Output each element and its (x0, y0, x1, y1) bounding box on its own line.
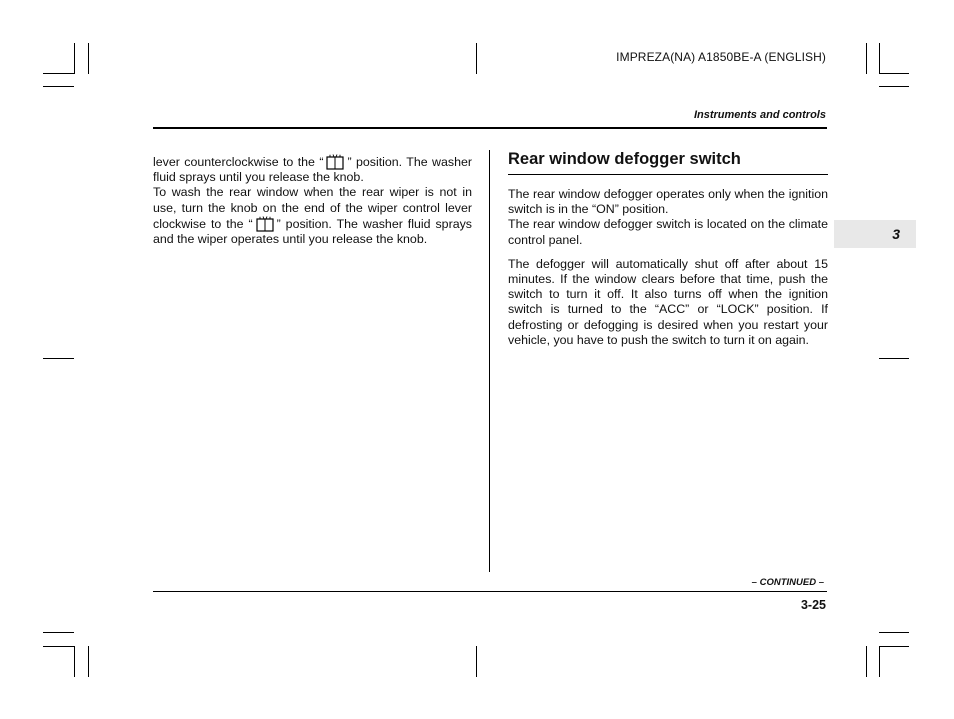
crop-mark (879, 86, 909, 87)
continued-label: – CONTINUED – (751, 577, 824, 588)
washer-paragraph: lever counterclockwise to the “ ” position. The washer fluid sprays until you release the knob. To wash the rear window when the rear wiper is not in use, turn the knob on the end of the wiper control lever clockwise to the “ ” position. The washer fluid sprays and the wiper operates until you release the knob. (153, 155, 472, 247)
chapter-tab: 3 (834, 220, 916, 248)
crop-mark (88, 646, 89, 677)
section-title: Instruments and controls (693, 109, 826, 121)
crop-mark (476, 646, 477, 677)
header-rule (153, 127, 827, 129)
rear-washer-icon (325, 154, 345, 170)
defogger-paragraph-1: The rear window defogger operates only when the ignition switch is in the “ON” position. The rear window defogger switch is located on the climate control panel. (508, 187, 828, 247)
page-number: 3-25 (800, 598, 826, 612)
crop-mark (43, 358, 74, 359)
crop-mark (866, 43, 867, 74)
crop-mark (866, 646, 867, 677)
crop-mark (43, 632, 74, 633)
crop-mark (879, 73, 909, 74)
crop-mark (879, 358, 909, 359)
footer-rule (153, 591, 827, 592)
crop-mark (43, 73, 74, 74)
crop-mark (74, 43, 75, 74)
column-divider (489, 150, 490, 572)
crop-mark (879, 646, 909, 647)
rear-washer-icon (255, 216, 275, 232)
document-code: IMPREZA(NA) A1850BE-A (ENGLISH) (616, 50, 826, 64)
crop-mark (476, 43, 477, 74)
crop-mark (88, 43, 89, 74)
right-column (508, 150, 828, 348)
crop-mark (74, 646, 75, 677)
crop-mark (879, 43, 880, 74)
crop-mark (879, 646, 880, 677)
left-column (153, 154, 472, 247)
crop-mark (43, 86, 74, 87)
defogger-paragraph-2: The defogger will automatically shut off after about 15 minutes. If the window clears before that time, push the switch to turn it off. It also turns off when the ignition switch is turned to the “ACC” or “LOCK” position. If defrosting or defogging is desired when you restart your vehicle, you have to push the switch to turn it on again. (508, 256, 828, 347)
crop-mark (879, 632, 909, 633)
crop-mark (43, 646, 74, 647)
section-heading: Rear window defogger switch (508, 150, 828, 175)
